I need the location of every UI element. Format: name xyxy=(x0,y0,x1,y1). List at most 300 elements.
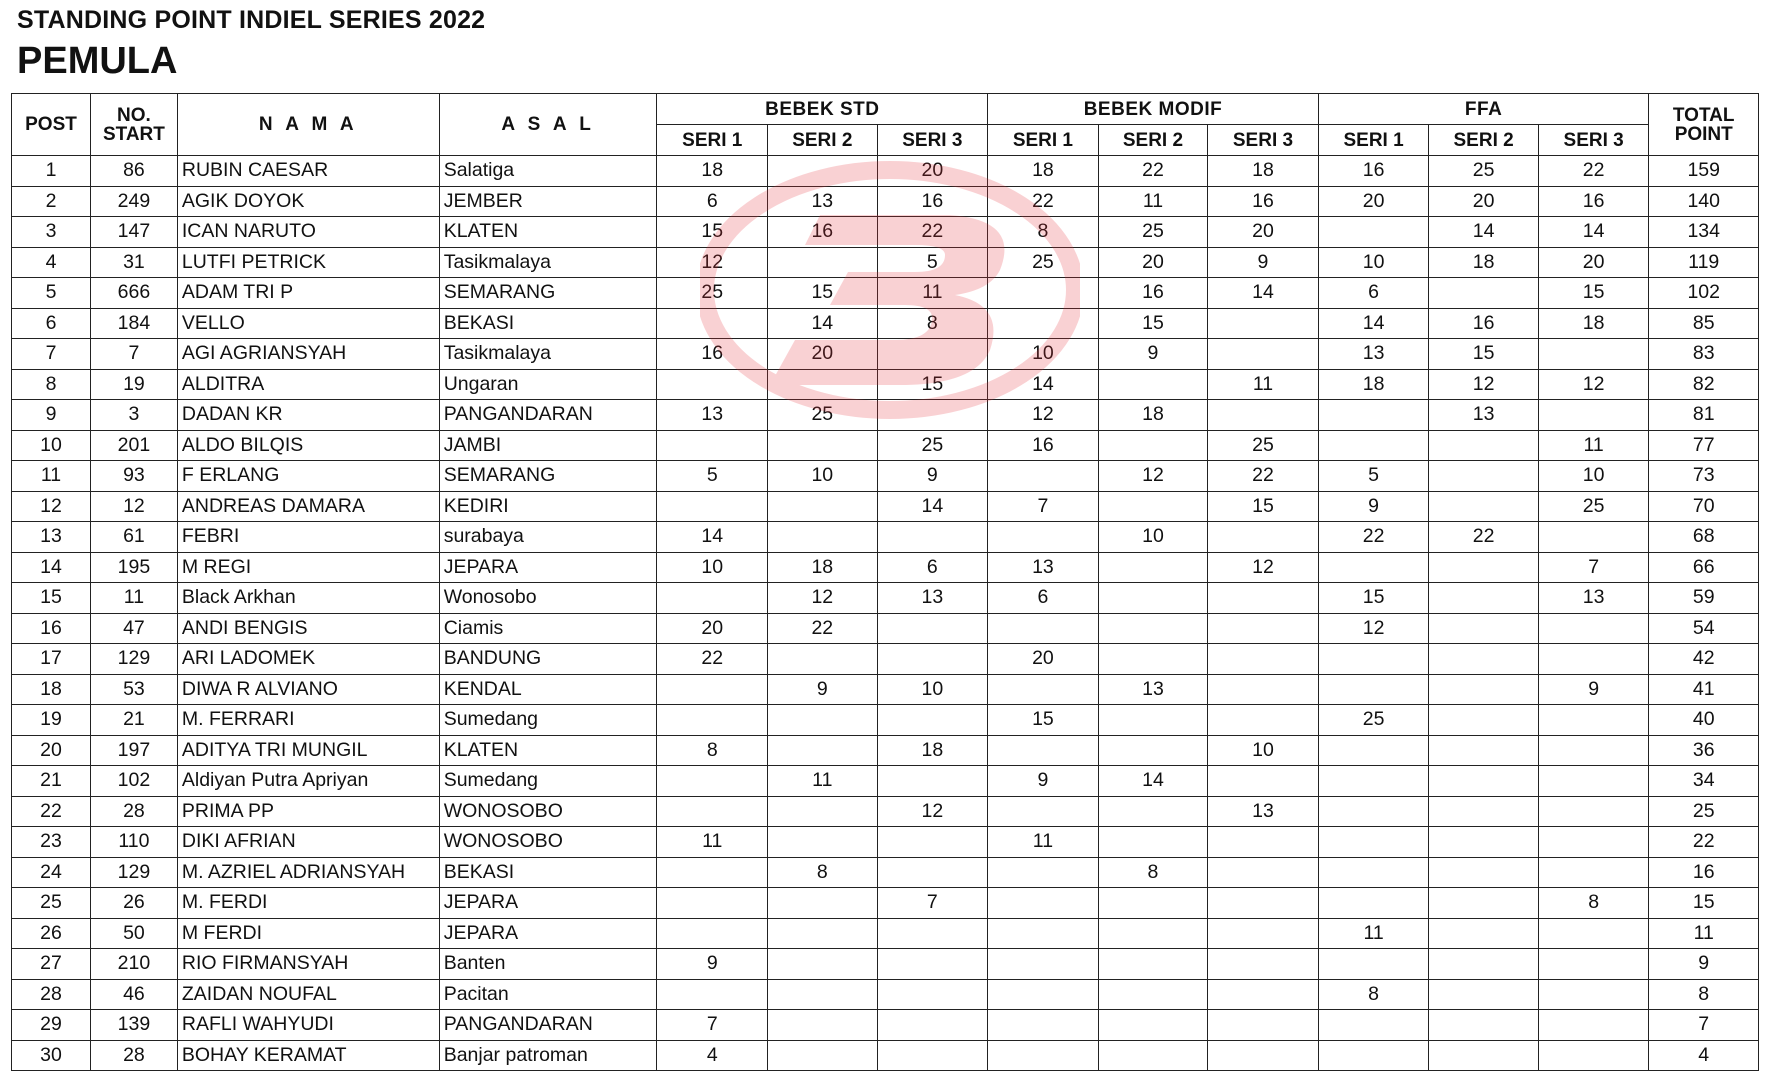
cell-bebek-std-seri-1 xyxy=(657,857,768,888)
cell-ffa-seri-2 xyxy=(1429,766,1538,797)
cell-total-point: 134 xyxy=(1649,217,1759,248)
cell-ffa-seri-2 xyxy=(1429,979,1538,1010)
cell-ffa-seri-3 xyxy=(1538,735,1649,766)
cell-bebek-modif-seri-1 xyxy=(988,949,1099,980)
cell-bebek-modif-seri-3: 25 xyxy=(1208,430,1319,461)
cell-bebek-std-seri-2 xyxy=(768,156,877,187)
cell-bebek-modif-seri-2 xyxy=(1098,1010,1207,1041)
cell-post: 2 xyxy=(12,186,91,217)
cell-bebek-std-seri-1 xyxy=(657,369,768,400)
table-row xyxy=(12,522,1759,553)
cell-nama: M. FERDI xyxy=(177,888,439,919)
cell-ffa-seri-2 xyxy=(1429,796,1538,827)
cell-bebek-std-seri-2 xyxy=(768,979,877,1010)
cell-bebek-std-seri-3: 9 xyxy=(877,461,988,492)
cell-no-start: 26 xyxy=(90,888,177,919)
cell-no-start: 201 xyxy=(90,430,177,461)
cell-ffa-seri-2: 25 xyxy=(1429,156,1538,187)
cell-ffa-seri-2 xyxy=(1429,583,1538,614)
cell-bebek-std-seri-1: 12 xyxy=(657,247,768,278)
cell-bebek-modif-seri-2 xyxy=(1098,979,1207,1010)
cell-ffa-seri-3: 9 xyxy=(1538,674,1649,705)
cell-total-point: 73 xyxy=(1649,461,1759,492)
cell-ffa-seri-3 xyxy=(1538,613,1649,644)
header-ffa-seri-2: SERI 2 xyxy=(1429,125,1538,156)
cell-bebek-std-seri-1 xyxy=(657,705,768,736)
table-row xyxy=(12,979,1759,1010)
cell-nama: ANDI BENGIS xyxy=(177,613,439,644)
cell-nama: ANDREAS DAMARA xyxy=(177,491,439,522)
cell-post: 14 xyxy=(12,552,91,583)
cell-bebek-std-seri-2: 9 xyxy=(768,674,877,705)
cell-ffa-seri-1 xyxy=(1318,949,1429,980)
cell-bebek-modif-seri-1: 8 xyxy=(988,217,1099,248)
cell-bebek-std-seri-3 xyxy=(877,857,988,888)
cell-ffa-seri-3: 8 xyxy=(1538,888,1649,919)
cell-ffa-seri-1 xyxy=(1318,400,1429,431)
table-row xyxy=(12,339,1759,370)
cell-ffa-seri-3 xyxy=(1538,1040,1649,1071)
cell-no-start: 7 xyxy=(90,339,177,370)
cell-bebek-std-seri-3 xyxy=(877,705,988,736)
cell-bebek-modif-seri-3 xyxy=(1208,522,1319,553)
cell-ffa-seri-1 xyxy=(1318,796,1429,827)
cell-bebek-modif-seri-1 xyxy=(988,735,1099,766)
cell-bebek-std-seri-2: 8 xyxy=(768,857,877,888)
cell-ffa-seri-2 xyxy=(1429,918,1538,949)
cell-bebek-modif-seri-3 xyxy=(1208,705,1319,736)
cell-bebek-std-seri-2: 18 xyxy=(768,552,877,583)
cell-bebek-std-seri-2 xyxy=(768,705,877,736)
cell-ffa-seri-1 xyxy=(1318,217,1429,248)
cell-total-point: 4 xyxy=(1649,1040,1759,1071)
cell-no-start: 666 xyxy=(90,278,177,309)
cell-bebek-modif-seri-1 xyxy=(988,888,1099,919)
cell-bebek-std-seri-1: 5 xyxy=(657,461,768,492)
cell-bebek-std-seri-3 xyxy=(877,949,988,980)
cell-ffa-seri-3 xyxy=(1538,918,1649,949)
cell-post: 16 xyxy=(12,613,91,644)
cell-ffa-seri-1: 22 xyxy=(1318,522,1429,553)
cell-bebek-modif-seri-1: 15 xyxy=(988,705,1099,736)
cell-bebek-modif-seri-2 xyxy=(1098,796,1207,827)
cell-no-start: 139 xyxy=(90,1010,177,1041)
cell-bebek-modif-seri-3 xyxy=(1208,674,1319,705)
cell-nama: RIO FIRMANSYAH xyxy=(177,949,439,980)
cell-bebek-modif-seri-2: 16 xyxy=(1098,278,1207,309)
cell-bebek-modif-seri-1 xyxy=(988,308,1099,339)
cell-bebek-std-seri-3 xyxy=(877,979,988,1010)
cell-asal: Ciamis xyxy=(439,613,657,644)
cell-bebek-std-seri-1: 9 xyxy=(657,949,768,980)
cell-post: 29 xyxy=(12,1010,91,1041)
cell-bebek-modif-seri-1: 20 xyxy=(988,644,1099,675)
cell-ffa-seri-1: 10 xyxy=(1318,247,1429,278)
cell-asal: BEKASI xyxy=(439,308,657,339)
cell-bebek-std-seri-1 xyxy=(657,979,768,1010)
cell-nama: AGIK DOYOK xyxy=(177,186,439,217)
cell-ffa-seri-3: 18 xyxy=(1538,308,1649,339)
cell-post: 1 xyxy=(12,156,91,187)
cell-no-start: 47 xyxy=(90,613,177,644)
cell-bebek-modif-seri-1 xyxy=(988,857,1099,888)
table-row xyxy=(12,1010,1759,1041)
cell-bebek-modif-seri-1 xyxy=(988,979,1099,1010)
cell-bebek-std-seri-3: 7 xyxy=(877,888,988,919)
cell-bebek-modif-seri-1: 14 xyxy=(988,369,1099,400)
table-row xyxy=(12,735,1759,766)
cell-bebek-std-seri-1 xyxy=(657,796,768,827)
cell-asal: JEMBER xyxy=(439,186,657,217)
header-no-start-line1: NO. xyxy=(117,104,151,126)
cell-nama: M. FERRARI xyxy=(177,705,439,736)
cell-bebek-std-seri-1: 14 xyxy=(657,522,768,553)
cell-bebek-modif-seri-2 xyxy=(1098,888,1207,919)
cell-bebek-modif-seri-2: 15 xyxy=(1098,308,1207,339)
cell-total-point: 59 xyxy=(1649,583,1759,614)
cell-ffa-seri-3 xyxy=(1538,949,1649,980)
cell-total-point: 22 xyxy=(1649,827,1759,858)
cell-total-point: 83 xyxy=(1649,339,1759,370)
cell-ffa-seri-2 xyxy=(1429,461,1538,492)
cell-no-start: 249 xyxy=(90,186,177,217)
table-row xyxy=(12,796,1759,827)
cell-no-start: 210 xyxy=(90,949,177,980)
header-bebek-modif-seri-2: SERI 2 xyxy=(1098,125,1207,156)
cell-asal: Tasikmalaya xyxy=(439,247,657,278)
cell-bebek-std-seri-2 xyxy=(768,827,877,858)
cell-ffa-seri-1 xyxy=(1318,674,1429,705)
cell-ffa-seri-1 xyxy=(1318,888,1429,919)
cell-ffa-seri-1 xyxy=(1318,430,1429,461)
cell-bebek-modif-seri-3: 18 xyxy=(1208,156,1319,187)
cell-bebek-modif-seri-1 xyxy=(988,918,1099,949)
cell-total-point: 7 xyxy=(1649,1010,1759,1041)
cell-bebek-std-seri-3: 15 xyxy=(877,369,988,400)
cell-total-point: 16 xyxy=(1649,857,1759,888)
cell-no-start: 53 xyxy=(90,674,177,705)
cell-asal: Tasikmalaya xyxy=(439,339,657,370)
cell-ffa-seri-3 xyxy=(1538,400,1649,431)
table-row xyxy=(12,705,1759,736)
cell-nama: ARI LADOMEK xyxy=(177,644,439,675)
cell-ffa-seri-2 xyxy=(1429,430,1538,461)
cell-ffa-seri-2: 22 xyxy=(1429,522,1538,553)
cell-asal: WONOSOBO xyxy=(439,796,657,827)
cell-nama: M REGI xyxy=(177,552,439,583)
cell-no-start: 147 xyxy=(90,217,177,248)
cell-bebek-std-seri-2 xyxy=(768,735,877,766)
cell-no-start: 61 xyxy=(90,522,177,553)
cell-bebek-std-seri-2 xyxy=(768,644,877,675)
cell-bebek-std-seri-1: 4 xyxy=(657,1040,768,1071)
cell-post: 8 xyxy=(12,369,91,400)
cell-total-point: 119 xyxy=(1649,247,1759,278)
cell-ffa-seri-3: 10 xyxy=(1538,461,1649,492)
cell-ffa-seri-2: 20 xyxy=(1429,186,1538,217)
cell-post: 20 xyxy=(12,735,91,766)
cell-nama: ICAN NARUTO xyxy=(177,217,439,248)
cell-no-start: 110 xyxy=(90,827,177,858)
cell-total-point: 140 xyxy=(1649,186,1759,217)
standings-table xyxy=(11,93,1759,1071)
cell-bebek-modif-seri-1 xyxy=(988,796,1099,827)
header-total-point xyxy=(1649,94,1759,156)
header-nama: N A M A xyxy=(177,94,439,156)
cell-post: 10 xyxy=(12,430,91,461)
cell-bebek-modif-seri-3: 12 xyxy=(1208,552,1319,583)
cell-asal: Salatiga xyxy=(439,156,657,187)
cell-bebek-modif-seri-3: 22 xyxy=(1208,461,1319,492)
cell-ffa-seri-1: 8 xyxy=(1318,979,1429,1010)
cell-bebek-modif-seri-3 xyxy=(1208,308,1319,339)
cell-bebek-modif-seri-2 xyxy=(1098,552,1207,583)
cell-total-point: 85 xyxy=(1649,308,1759,339)
cell-bebek-std-seri-3 xyxy=(877,1040,988,1071)
header-bebek-std-seri-3: SERI 3 xyxy=(877,125,988,156)
cell-ffa-seri-1 xyxy=(1318,857,1429,888)
table-row xyxy=(12,918,1759,949)
cell-bebek-modif-seri-1: 18 xyxy=(988,156,1099,187)
cell-bebek-std-seri-1 xyxy=(657,491,768,522)
cell-ffa-seri-1 xyxy=(1318,1040,1429,1071)
cell-no-start: 28 xyxy=(90,796,177,827)
table-row xyxy=(12,430,1759,461)
cell-bebek-std-seri-3: 10 xyxy=(877,674,988,705)
cell-asal: Ungaran xyxy=(439,369,657,400)
header-post: POST xyxy=(12,94,91,156)
cell-ffa-seri-1 xyxy=(1318,827,1429,858)
cell-nama: RAFLI WAHYUDI xyxy=(177,1010,439,1041)
cell-ffa-seri-3: 14 xyxy=(1538,217,1649,248)
cell-bebek-std-seri-2: 20 xyxy=(768,339,877,370)
cell-ffa-seri-3: 15 xyxy=(1538,278,1649,309)
cell-bebek-std-seri-3: 8 xyxy=(877,308,988,339)
cell-ffa-seri-3 xyxy=(1538,1010,1649,1041)
cell-bebek-std-seri-3: 6 xyxy=(877,552,988,583)
cell-bebek-modif-seri-2: 18 xyxy=(1098,400,1207,431)
cell-bebek-std-seri-3 xyxy=(877,644,988,675)
cell-bebek-modif-seri-3 xyxy=(1208,979,1319,1010)
cell-bebek-modif-seri-2 xyxy=(1098,369,1207,400)
cell-ffa-seri-2 xyxy=(1429,552,1538,583)
cell-bebek-modif-seri-2 xyxy=(1098,583,1207,614)
cell-bebek-std-seri-1 xyxy=(657,674,768,705)
cell-bebek-std-seri-1 xyxy=(657,583,768,614)
cell-post: 3 xyxy=(12,217,91,248)
cell-bebek-std-seri-2 xyxy=(768,796,877,827)
cell-bebek-modif-seri-2: 20 xyxy=(1098,247,1207,278)
cell-bebek-std-seri-1: 7 xyxy=(657,1010,768,1041)
cell-ffa-seri-3: 11 xyxy=(1538,430,1649,461)
cell-asal: JEPARA xyxy=(439,918,657,949)
cell-ffa-seri-2: 14 xyxy=(1429,217,1538,248)
cell-ffa-seri-2 xyxy=(1429,827,1538,858)
cell-nama: AGI AGRIANSYAH xyxy=(177,339,439,370)
cell-bebek-modif-seri-3 xyxy=(1208,1040,1319,1071)
cell-ffa-seri-3: 7 xyxy=(1538,552,1649,583)
cell-no-start: 19 xyxy=(90,369,177,400)
cell-post: 25 xyxy=(12,888,91,919)
cell-bebek-std-seri-3: 14 xyxy=(877,491,988,522)
cell-bebek-modif-seri-2: 25 xyxy=(1098,217,1207,248)
cell-bebek-std-seri-1: 6 xyxy=(657,186,768,217)
cell-bebek-std-seri-3 xyxy=(877,522,988,553)
cell-bebek-std-seri-2 xyxy=(768,522,877,553)
cell-bebek-std-seri-1 xyxy=(657,888,768,919)
cell-no-start: 46 xyxy=(90,979,177,1010)
table-row xyxy=(12,369,1759,400)
cell-bebek-std-seri-1: 15 xyxy=(657,217,768,248)
cell-total-point: 77 xyxy=(1649,430,1759,461)
cell-bebek-modif-seri-2 xyxy=(1098,613,1207,644)
cell-bebek-modif-seri-1: 13 xyxy=(988,552,1099,583)
cell-bebek-modif-seri-1: 22 xyxy=(988,186,1099,217)
cell-total-point: 82 xyxy=(1649,369,1759,400)
table-header xyxy=(12,94,1759,156)
cell-no-start: 11 xyxy=(90,583,177,614)
cell-bebek-std-seri-1: 10 xyxy=(657,552,768,583)
cell-bebek-std-seri-1 xyxy=(657,766,768,797)
cell-bebek-modif-seri-3 xyxy=(1208,918,1319,949)
cell-bebek-std-seri-1: 20 xyxy=(657,613,768,644)
cell-bebek-std-seri-2: 22 xyxy=(768,613,877,644)
cell-nama: BOHAY KERAMAT xyxy=(177,1040,439,1071)
table-row xyxy=(12,400,1759,431)
cell-bebek-modif-seri-2: 14 xyxy=(1098,766,1207,797)
cell-nama: DADAN KR xyxy=(177,400,439,431)
cell-bebek-modif-seri-3 xyxy=(1208,613,1319,644)
cell-bebek-modif-seri-3: 14 xyxy=(1208,278,1319,309)
cell-bebek-std-seri-3: 25 xyxy=(877,430,988,461)
cell-ffa-seri-3: 22 xyxy=(1538,156,1649,187)
cell-nama: M FERDI xyxy=(177,918,439,949)
cell-bebek-modif-seri-3: 9 xyxy=(1208,247,1319,278)
cell-post: 23 xyxy=(12,827,91,858)
table-row xyxy=(12,278,1759,309)
cell-post: 15 xyxy=(12,583,91,614)
cell-asal: Banten xyxy=(439,949,657,980)
cell-asal: Banjar patroman xyxy=(439,1040,657,1071)
cell-no-start: 197 xyxy=(90,735,177,766)
cell-no-start: 93 xyxy=(90,461,177,492)
cell-bebek-std-seri-3 xyxy=(877,339,988,370)
cell-ffa-seri-2: 16 xyxy=(1429,308,1538,339)
table-row xyxy=(12,552,1759,583)
table-row xyxy=(12,644,1759,675)
table-row xyxy=(12,674,1759,705)
cell-bebek-std-seri-2: 15 xyxy=(768,278,877,309)
cell-bebek-modif-seri-3 xyxy=(1208,644,1319,675)
cell-nama: VELLO xyxy=(177,308,439,339)
cell-bebek-modif-seri-3: 13 xyxy=(1208,796,1319,827)
cell-bebek-modif-seri-3 xyxy=(1208,1010,1319,1041)
cell-no-start: 50 xyxy=(90,918,177,949)
cell-nama: ZAIDAN NOUFAL xyxy=(177,979,439,1010)
cell-bebek-std-seri-3 xyxy=(877,918,988,949)
cell-ffa-seri-3: 25 xyxy=(1538,491,1649,522)
cell-bebek-modif-seri-2: 22 xyxy=(1098,156,1207,187)
cell-bebek-modif-seri-3: 16 xyxy=(1208,186,1319,217)
cell-bebek-modif-seri-1 xyxy=(988,278,1099,309)
cell-ffa-seri-2 xyxy=(1429,674,1538,705)
cell-asal: Sumedang xyxy=(439,766,657,797)
cell-bebek-std-seri-2: 25 xyxy=(768,400,877,431)
cell-asal: SEMARANG xyxy=(439,278,657,309)
cell-asal: Pacitan xyxy=(439,979,657,1010)
cell-nama: ALDO BILQIS xyxy=(177,430,439,461)
cell-bebek-std-seri-2: 12 xyxy=(768,583,877,614)
cell-bebek-std-seri-1: 16 xyxy=(657,339,768,370)
cell-post: 24 xyxy=(12,857,91,888)
cell-ffa-seri-2 xyxy=(1429,888,1538,919)
cell-ffa-seri-1: 9 xyxy=(1318,491,1429,522)
cell-bebek-modif-seri-2 xyxy=(1098,430,1207,461)
cell-ffa-seri-3: 13 xyxy=(1538,583,1649,614)
cell-asal: PANGANDARAN xyxy=(439,400,657,431)
cell-nama: DIKI AFRIAN xyxy=(177,827,439,858)
cell-post: 22 xyxy=(12,796,91,827)
cell-bebek-modif-seri-1 xyxy=(988,1010,1099,1041)
cell-post: 12 xyxy=(12,491,91,522)
cell-total-point: 42 xyxy=(1649,644,1759,675)
cell-ffa-seri-2 xyxy=(1429,1010,1538,1041)
cell-bebek-modif-seri-1: 9 xyxy=(988,766,1099,797)
cell-ffa-seri-2 xyxy=(1429,735,1538,766)
cell-total-point: 15 xyxy=(1649,888,1759,919)
cell-bebek-modif-seri-1 xyxy=(988,461,1099,492)
cell-no-start: 129 xyxy=(90,644,177,675)
cell-bebek-std-seri-2 xyxy=(768,491,877,522)
cell-nama: F ERLANG xyxy=(177,461,439,492)
cell-bebek-std-seri-3: 20 xyxy=(877,156,988,187)
cell-bebek-modif-seri-2 xyxy=(1098,827,1207,858)
cell-asal: WONOSOBO xyxy=(439,827,657,858)
cell-total-point: 25 xyxy=(1649,796,1759,827)
table-row xyxy=(12,461,1759,492)
cell-nama: Aldiyan Putra Apriyan xyxy=(177,766,439,797)
cell-ffa-seri-3: 16 xyxy=(1538,186,1649,217)
cell-bebek-modif-seri-2 xyxy=(1098,491,1207,522)
table-row xyxy=(12,766,1759,797)
cell-no-start: 31 xyxy=(90,247,177,278)
header-ffa-seri-1: SERI 1 xyxy=(1318,125,1429,156)
cell-total-point: 34 xyxy=(1649,766,1759,797)
cell-bebek-std-seri-3: 12 xyxy=(877,796,988,827)
cell-nama: FEBRI xyxy=(177,522,439,553)
cell-ffa-seri-1 xyxy=(1318,644,1429,675)
cell-bebek-modif-seri-2 xyxy=(1098,735,1207,766)
cell-nama: PRIMA PP xyxy=(177,796,439,827)
cell-bebek-std-seri-1 xyxy=(657,308,768,339)
cell-asal: KLATEN xyxy=(439,735,657,766)
cell-ffa-seri-1: 15 xyxy=(1318,583,1429,614)
cell-bebek-std-seri-3 xyxy=(877,1010,988,1041)
header-bebek-std-seri-2: SERI 2 xyxy=(768,125,877,156)
cell-ffa-seri-1: 13 xyxy=(1318,339,1429,370)
table-row xyxy=(12,491,1759,522)
cell-bebek-modif-seri-3 xyxy=(1208,766,1319,797)
table-row xyxy=(12,1040,1759,1071)
cell-ffa-seri-1: 11 xyxy=(1318,918,1429,949)
cell-asal: KLATEN xyxy=(439,217,657,248)
cell-ffa-seri-1 xyxy=(1318,766,1429,797)
cell-ffa-seri-2 xyxy=(1429,1040,1538,1071)
header-group-bebek-modif: BEBEK MODIF xyxy=(988,94,1319,125)
cell-ffa-seri-3 xyxy=(1538,705,1649,736)
cell-bebek-std-seri-1 xyxy=(657,430,768,461)
cell-asal: BANDUNG xyxy=(439,644,657,675)
